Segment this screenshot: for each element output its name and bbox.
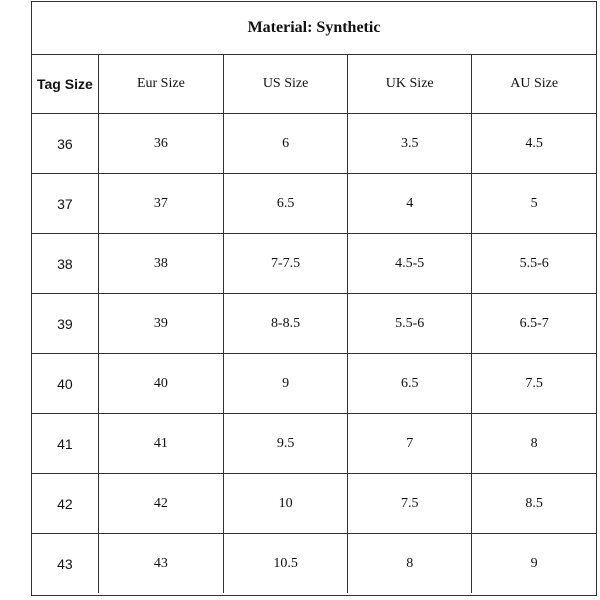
cell-us-size: 6	[223, 114, 347, 174]
cell-us-size: 7-7.5	[223, 234, 347, 294]
table-row	[32, 294, 596, 354]
cell-uk-size: 4.5-5	[348, 234, 472, 294]
cell-tag-size: 37	[32, 174, 98, 234]
cell-au-size: 4.5	[472, 114, 596, 174]
cell-uk-size: 5.5-6	[348, 294, 472, 354]
cell-us-size: 9.5	[223, 414, 347, 474]
cell-uk-size: 3.5	[348, 114, 472, 174]
table-row	[32, 474, 596, 534]
table-row	[32, 174, 596, 234]
cell-eur-size: 39	[98, 294, 223, 354]
cell-uk-size: 7	[348, 414, 472, 474]
cell-eur-size: 40	[98, 354, 223, 414]
table-row	[32, 534, 596, 594]
header-uk-size: UK Size	[348, 55, 472, 114]
cell-uk-size: 4	[348, 174, 472, 234]
header-tag-size: Tag Size	[32, 55, 98, 114]
cell-eur-size: 37	[98, 174, 223, 234]
size-table	[32, 55, 596, 593]
table-row	[32, 354, 596, 414]
header-row	[32, 55, 596, 114]
cell-eur-size: 36	[98, 114, 223, 174]
cell-uk-size: 6.5	[348, 354, 472, 414]
cell-uk-size: 7.5	[348, 474, 472, 534]
cell-au-size: 7.5	[472, 354, 596, 414]
cell-tag-size: 38	[32, 234, 98, 294]
cell-eur-size: 41	[98, 414, 223, 474]
header-eur-size: Eur Size	[98, 55, 223, 114]
cell-au-size: 6.5-7	[472, 294, 596, 354]
chart-title: Material: Synthetic	[32, 2, 596, 55]
cell-tag-size: 36	[32, 114, 98, 174]
cell-us-size: 9	[223, 354, 347, 414]
cell-au-size: 9	[472, 534, 596, 594]
cell-au-size: 8	[472, 414, 596, 474]
table-row	[32, 114, 596, 174]
cell-uk-size: 8	[348, 534, 472, 594]
cell-au-size: 8.5	[472, 474, 596, 534]
table-row	[32, 414, 596, 474]
cell-au-size: 5	[472, 174, 596, 234]
cell-us-size: 10.5	[223, 534, 347, 594]
cell-us-size: 10	[223, 474, 347, 534]
cell-us-size: 6.5	[223, 174, 347, 234]
cell-tag-size: 43	[32, 534, 98, 594]
cell-eur-size: 38	[98, 234, 223, 294]
cell-us-size: 8-8.5	[223, 294, 347, 354]
cell-tag-size: 40	[32, 354, 98, 414]
header-au-size: AU Size	[472, 55, 596, 114]
cell-tag-size: 39	[32, 294, 98, 354]
header-us-size: US Size	[223, 55, 347, 114]
size-chart	[31, 1, 597, 596]
cell-eur-size: 43	[98, 534, 223, 594]
cell-au-size: 5.5-6	[472, 234, 596, 294]
table-row	[32, 234, 596, 294]
cell-tag-size: 41	[32, 414, 98, 474]
cell-tag-size: 42	[32, 474, 98, 534]
cell-eur-size: 42	[98, 474, 223, 534]
